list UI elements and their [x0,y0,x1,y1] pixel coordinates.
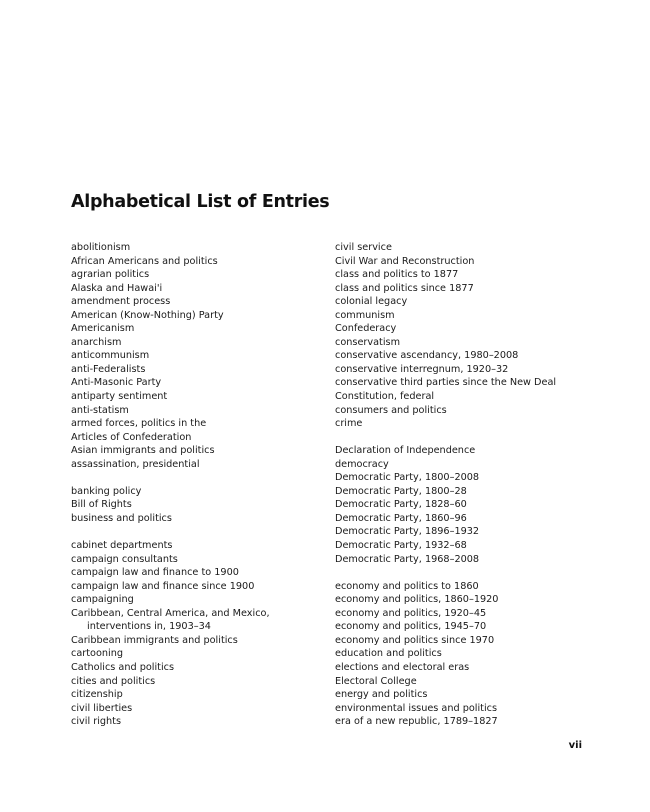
list-item: American (Know-Nothing) Party [71,309,224,321]
list-item: Constitution, federal [335,391,435,403]
list-item: economy and politics, 1920–45 [335,607,487,619]
list-item: anti-Federalists [71,363,146,375]
entries-right-column [335,241,605,729]
list-item: class and politics to 1877 [335,269,459,281]
list-item: cabinet departments [71,540,173,552]
list-item: conservative interregnum, 1920–32 [335,363,509,375]
section-gap [71,525,321,539]
list-item: crime [335,418,363,430]
list-item: Democratic Party, 1896–1932 [335,526,480,538]
list-item: African Americans and politics [71,255,218,267]
entries-left-column [71,241,321,729]
list-item: Electoral College [335,675,417,687]
list-item: banking policy [71,485,142,497]
list-item: campaigning [71,594,134,606]
list-item: elections and electoral eras [335,661,470,673]
list-item: Americanism [71,323,135,335]
list-item: consumers and politics [335,404,447,416]
list-item: civil liberties [71,702,133,714]
list-item: Bill of Rights [71,499,132,511]
list-item: Confederacy [335,323,397,335]
list-item: campaign consultants [71,553,178,565]
list-item: anarchism [71,336,122,348]
list-item: Anti-Masonic Party [71,377,162,389]
page-title: Alphabetical List of Entries [71,192,330,212]
list-item: Asian immigrants and politics [71,445,215,457]
list-item: anti-statism [71,404,129,416]
list-item: citizenship [71,689,123,701]
list-item: education and politics [335,648,442,660]
list-item: assassination, presidential [71,458,200,470]
list-item: campaign law and finance to 1900 [71,567,239,579]
section-gap [71,471,321,485]
list-item: abolitionism [71,242,131,253]
list-item: communism [335,309,395,321]
list-item: democracy [335,458,389,470]
list-item: anticommunism [71,350,150,362]
list-item: class and politics since 1877 [335,282,474,294]
list-item: business and politics [71,512,172,524]
list-item: Democratic Party, 1800–28 [335,485,467,497]
list-item: cities and politics [71,675,156,687]
list-item: Alaska and Hawai'i [71,282,163,294]
list-item: agrarian politics [71,269,150,281]
list-item: antiparty sentiment [71,391,168,403]
list-item: energy and politics [335,689,428,701]
list-item: Democratic Party, 1968–2008 [335,553,480,565]
list-item: economy and politics, 1945–70 [335,621,487,633]
list-item: civil rights [71,716,122,728]
list-item: amendment process [71,296,171,308]
list-item: colonial legacy [335,296,408,308]
list-item: Catholics and politics [71,661,175,673]
list-item: environmental issues and politics [335,702,498,714]
list-item: economy and politics to 1860 [335,580,479,592]
list-item: Democratic Party, 1828–60 [335,499,467,511]
list-item: Democratic Party, 1800–2008 [335,472,480,484]
list-item: Democratic Party, 1860–96 [335,512,467,524]
list-item: civil service [335,242,392,253]
list-item: economy and politics since 1970 [335,634,495,646]
list-item: conservatism [335,336,401,348]
list-item: Democratic Party, 1932–68 [335,540,467,552]
list-item: conservative ascendancy, 1980–2008 [335,350,519,362]
list-item: cartooning [71,648,124,660]
list-item: Civil War and Reconstruction [335,255,475,267]
list-item: Caribbean, Central America, and Mexico, [71,607,270,619]
list-item: era of a new republic, 1789–1827 [335,716,498,728]
list-item: Articles of Confederation [71,431,192,443]
section-gap [335,431,605,445]
list-item: Caribbean immigrants and politics [71,634,238,646]
list-item: Declaration of Independence [335,445,476,457]
list-item: interventions in, 1903–34 [87,621,211,633]
list-item: economy and politics, 1860–1920 [335,594,499,606]
list-item: campaign law and finance since 1900 [71,580,255,592]
list-item: conservative third parties since the New Deal [335,377,557,389]
page-number: vii [568,740,582,751]
section-gap [335,566,605,580]
list-item: armed forces, politics in the [71,418,207,430]
